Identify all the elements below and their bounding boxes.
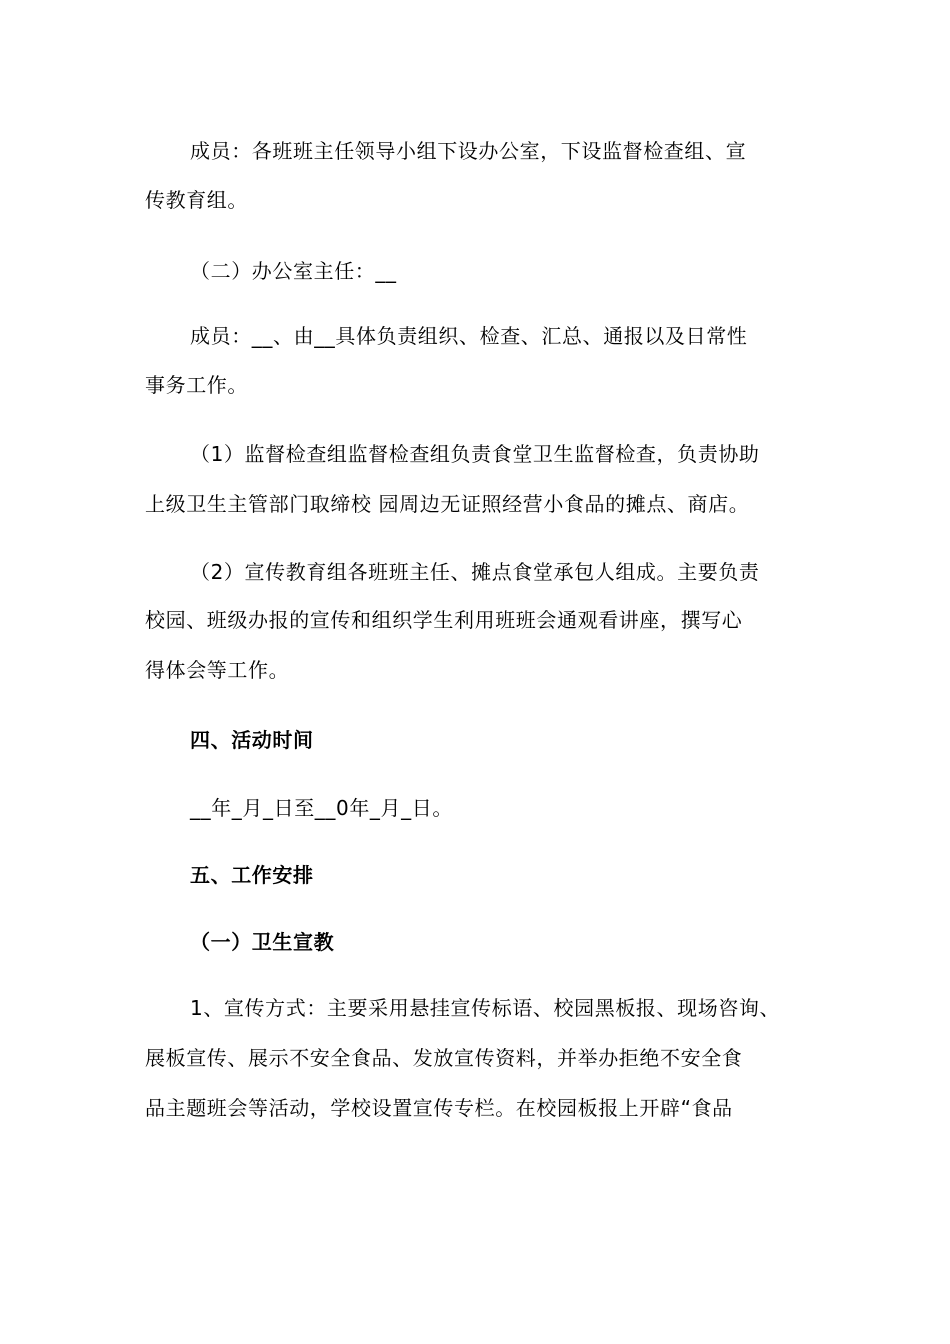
paragraph-line: （1）监督检查组监督检查组负责食堂卫生监督检查，负责协助 [190,442,760,466]
paragraph-line: （二）办公室主任：__ [190,259,397,283]
paragraph-line: 展板宣传、展示不安全食品、发放宣传资料，并举办拒绝不安全食 [145,1046,743,1070]
paragraph-line: __年_月_日至__0年_月_日。 [190,796,453,820]
paragraph-line: 事务工作。 [145,373,248,397]
section-heading: 五、工作安排 [190,863,314,887]
paragraph-line: 校园、班级办报的宣传和组织学生利用班班会通观看讲座，撰写心 [145,608,743,632]
paragraph-line: 1、宣传方式：主要采用悬挂宣传标语、校园黑板报、现场咨询、 [190,996,781,1020]
paragraph-line: 品主题班会等活动，学校设置宣传专栏。在校园板报上开辟“食品 [145,1096,733,1120]
paragraph-line: 传教育组。 [145,188,248,212]
paragraph-line: 成员：__、由__具体负责组织、检查、汇总、通报以及日常性 [190,324,748,348]
paragraph-line: 上级卫生主管部门取缔校 园周边无证照经营小食品的摊点、商店。 [145,492,750,516]
subsection-heading: （一）卫生宣教 [190,930,335,954]
paragraph-line: （2）宣传教育组各班班主任、摊点食堂承包人组成。主要负责 [190,560,760,584]
paragraph-line: 成员：各班班主任领导小组下设办公室，下设监督检查组、宣 [190,139,747,163]
paragraph-line: 得体会等工作。 [145,658,290,682]
section-heading: 四、活动时间 [190,728,314,752]
